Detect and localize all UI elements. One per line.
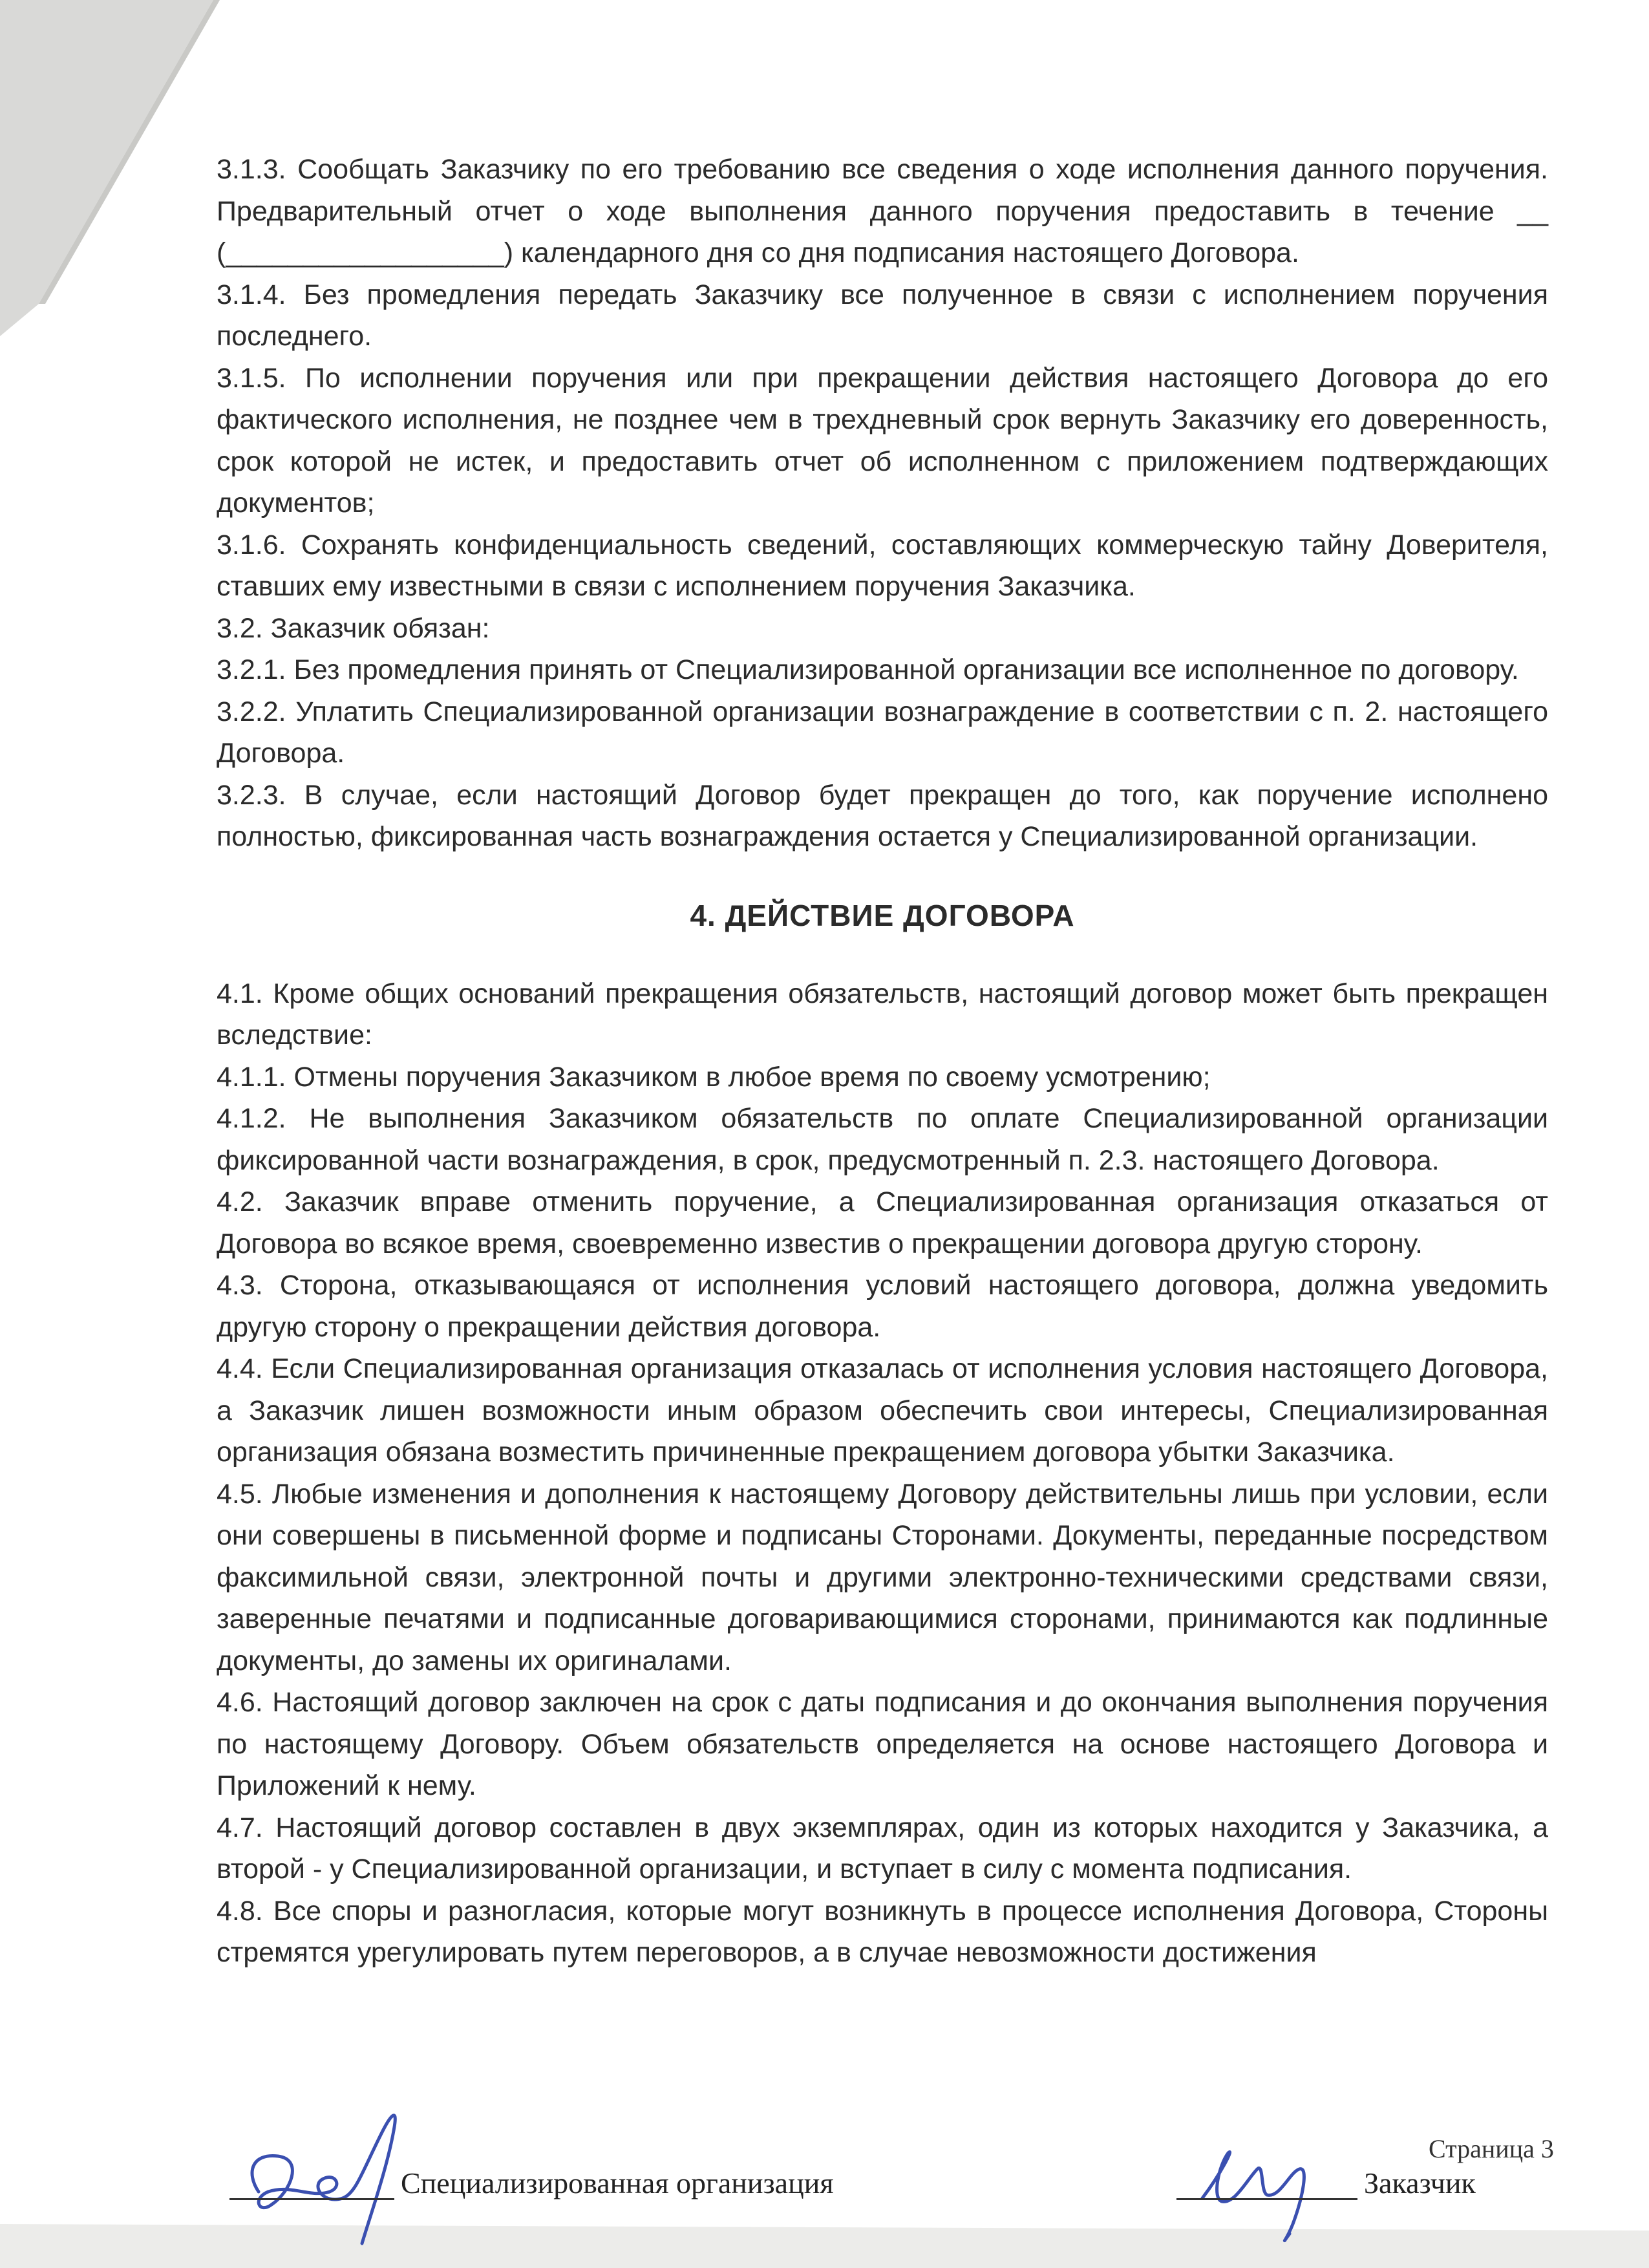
clause-paragraph: 4.2. Заказчик вправе отменить поручение, а Специализированная организация отказаться от Договора во всякое время, своевременно известив о прекращении договора другую сторону.	[217, 1186, 1548, 1259]
right-signature-line	[1176, 2198, 1357, 2200]
right-party-label: Заказчик	[1364, 2166, 1476, 2199]
clause-paragraph: 4.7. Настоящий договор составлен в двух экземплярах, один из которых находится у Заказчика, а второй - у Специализированной организации, и вступает в силу с момента подписания.	[217, 1812, 1548, 1885]
left-party-label: Специализированная организация	[401, 2166, 834, 2199]
clause-paragraph: 3.1.3. Сообщать Заказчику по его требованию все сведения о ходе исполнения данного поручения. Предварительный отчет о ходе выполнения данного поручения предоставить в течение __ (__________________) календарного дня со дня подписания настоящего Договора.	[217, 154, 1548, 268]
clause-paragraph: 4.1.2. Не выполнения Заказчиком обязательств по оплате Специализированной организации фиксированной части вознаграждения, в срок, предусмотренный п. 2.3. настоящего Договора.	[217, 1103, 1548, 1176]
clause-paragraph: 4.5. Любые изменения и дополнения к настоящему Договору действительны лишь при условии, если они совершены в письменной форме и подписаны Сторонами. Документы, переданные посредством факсимильной связи, электронной почты и другими электронно-техническими средствами связи, заверенные печатями и подписанные договаривающимися сторонами, принимаются как подлинные документы, до замены их оригиналами.	[217, 1478, 1548, 1676]
page-number: Страница 3	[1429, 2134, 1554, 2163]
section-3-paragraphs	[217, 149, 1548, 858]
clause-paragraph: 3.1.4. Без промедления передать Заказчику все полученное в связи с исполнением поручения последнего.	[217, 279, 1548, 352]
clause-paragraph: 4.4. Если Специализированная организация отказалась от исполнения условия настоящего Договора, а Заказчик лишен возможности иным образом обеспечить свои интересы, Специализированная организация обязана возместить причиненные прекращением договора убытки Заказчика.	[217, 1353, 1548, 1468]
clause-paragraph: 3.1.6. Сохранять конфиденциальность сведений, составляющих коммерческую тайну Доверителя, ставших ему известными в связи с исполнением поручения Заказчика.	[217, 529, 1548, 602]
clause-paragraph: 3.2.3. В случае, если настоящий Договор будет прекращен до того, как поручение исполнено полностью, фиксированная часть вознаграждения остается у Специализированной организации.	[217, 779, 1548, 852]
section-4-paragraphs	[217, 973, 1548, 1974]
clause-paragraph: 3.2.1. Без промедления принять от Специализированной организации все исполненное по договору.	[217, 654, 1519, 685]
left-signature-line	[229, 2198, 394, 2200]
left-signature	[233, 2095, 414, 2250]
right-signature	[1183, 2108, 1351, 2256]
clause-paragraph: 4.1. Кроме общих оснований прекращения обязательств, настоящий договор может быть прекращен вследствие:	[217, 978, 1548, 1051]
document-body	[217, 149, 1548, 1974]
clause-paragraph: 4.1.1. Отмены поручения Заказчиком в любое время по своему усмотрению;	[217, 1061, 1211, 1093]
clause-paragraph: 4.3. Сторона, отказывающаяся от исполнения условий настоящего договора, должна уведомить другую сторону о прекращении действия договора.	[217, 1270, 1548, 1343]
section-heading: 4. ДЕЙСТВИЕ ДОГОВОРА	[690, 898, 1075, 932]
clause-paragraph: 4.6. Настоящий договор заключен на срок с даты подписания и до окончания выполнения поручения по настоящему Договору. Объем обязательств определяется на основе настоящего Договора и Приложений к нему.	[217, 1687, 1548, 1801]
clause-paragraph: 3.2. Заказчик обязан:	[217, 612, 490, 644]
clause-paragraph: 3.1.5. По исполнении поручения или при прекращении действия настоящего Договора до его фактического исполнения, не позднее чем в трехдневный срок вернуть Заказчику его доверенность, срок которой не истек, и предоставить отчет об исполненном с приложением подтверждающих документов;	[217, 362, 1548, 519]
clause-paragraph: 3.2.2. Уплатить Специализированной организации вознаграждение в соответствии с п. 2. настоящего Договора.	[217, 696, 1548, 769]
clause-paragraph: 4.8. Все споры и разногласия, которые могут возникнуть в процессе исполнения Договора, Стороны стремятся урегулировать путем переговоров, а в случае невозможности достижения	[217, 1895, 1548, 1968]
